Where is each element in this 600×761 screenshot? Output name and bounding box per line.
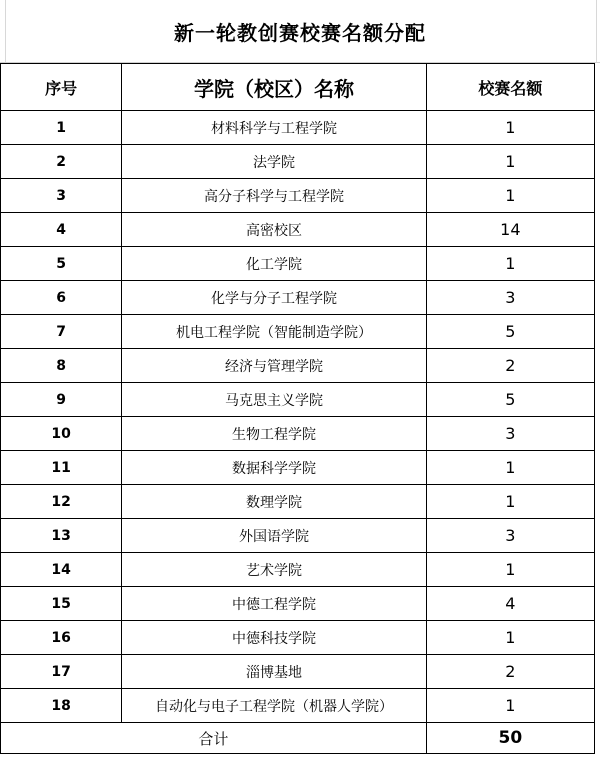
row-name-cell[interactable]: 化学与分子工程学院 — [122, 281, 427, 315]
row-quota-cell[interactable]: 1 — [426, 179, 594, 213]
row-name-cell[interactable]: 材料科学与工程学院 — [122, 111, 427, 145]
table-row — [1, 417, 595, 451]
table-row — [1, 247, 595, 281]
table-row — [1, 451, 595, 485]
row-seq-cell[interactable]: 4 — [1, 213, 122, 247]
table-row — [1, 621, 595, 655]
row-quota-cell[interactable]: 5 — [426, 383, 594, 417]
table-row — [1, 553, 595, 587]
table-row — [1, 383, 595, 417]
row-name-cell[interactable]: 外国语学院 — [122, 519, 427, 553]
table-row — [1, 519, 595, 553]
row-quota-cell[interactable]: 2 — [426, 655, 594, 689]
table-row — [1, 111, 595, 145]
row-name-cell[interactable]: 法学院 — [122, 145, 427, 179]
total-label-cell[interactable]: 合计 — [1, 723, 427, 754]
quota-table — [0, 63, 595, 754]
row-quota-cell[interactable]: 14 — [426, 213, 594, 247]
row-seq-cell[interactable]: 10 — [1, 417, 122, 451]
row-name-cell[interactable]: 数据科学学院 — [122, 451, 427, 485]
table-row — [1, 179, 595, 213]
header-quota-cell[interactable]: 校赛名额 — [426, 64, 594, 111]
row-seq-cell[interactable]: 2 — [1, 145, 122, 179]
table-row — [1, 213, 595, 247]
row-quota-cell[interactable]: 1 — [426, 111, 594, 145]
row-seq-cell[interactable]: 13 — [1, 519, 122, 553]
row-seq-cell[interactable]: 14 — [1, 553, 122, 587]
table-row — [1, 587, 595, 621]
row-seq-cell[interactable]: 9 — [1, 383, 122, 417]
row-seq-cell[interactable]: 18 — [1, 689, 122, 723]
total-value-cell[interactable]: 50 — [426, 723, 594, 754]
table-row — [1, 145, 595, 179]
row-seq-cell[interactable]: 17 — [1, 655, 122, 689]
row-name-cell[interactable]: 淄博基地 — [122, 655, 427, 689]
row-name-cell[interactable]: 艺术学院 — [122, 553, 427, 587]
row-name-cell[interactable]: 中德科技学院 — [122, 621, 427, 655]
row-quota-cell[interactable]: 1 — [426, 247, 594, 281]
row-seq-cell[interactable]: 16 — [1, 621, 122, 655]
row-seq-cell[interactable]: 11 — [1, 451, 122, 485]
row-name-cell[interactable]: 马克思主义学院 — [122, 383, 427, 417]
total-row — [1, 723, 595, 754]
table-row — [1, 485, 595, 519]
row-quota-cell[interactable]: 3 — [426, 281, 594, 315]
row-seq-cell[interactable]: 3 — [1, 179, 122, 213]
row-seq-cell[interactable]: 8 — [1, 349, 122, 383]
table-row — [1, 315, 595, 349]
row-name-cell[interactable]: 生物工程学院 — [122, 417, 427, 451]
row-quota-cell[interactable]: 3 — [426, 519, 594, 553]
header-row — [1, 64, 595, 111]
row-seq-cell[interactable]: 7 — [1, 315, 122, 349]
row-seq-cell[interactable]: 5 — [1, 247, 122, 281]
row-name-cell[interactable]: 化工学院 — [122, 247, 427, 281]
row-name-cell[interactable]: 中德工程学院 — [122, 587, 427, 621]
table-row — [1, 655, 595, 689]
row-name-cell[interactable]: 经济与管理学院 — [122, 349, 427, 383]
gridline — [5, 0, 6, 62]
row-name-cell[interactable]: 自动化与电子工程学院（机器人学院） — [122, 689, 427, 723]
row-quota-cell[interactable]: 1 — [426, 621, 594, 655]
row-name-cell[interactable]: 高分子科学与工程学院 — [122, 179, 427, 213]
row-seq-cell[interactable]: 15 — [1, 587, 122, 621]
row-quota-cell[interactable]: 4 — [426, 587, 594, 621]
sheet-title: 新一轮教创赛校赛名额分配 — [174, 20, 426, 45]
table-row — [1, 349, 595, 383]
row-name-cell[interactable]: 高密校区 — [122, 213, 427, 247]
row-seq-cell[interactable]: 1 — [1, 111, 122, 145]
row-quota-cell[interactable]: 2 — [426, 349, 594, 383]
row-quota-cell[interactable]: 1 — [426, 689, 594, 723]
row-quota-cell[interactable]: 1 — [426, 145, 594, 179]
header-name-cell[interactable]: 学院（校区）名称 — [122, 64, 427, 111]
row-quota-cell[interactable]: 1 — [426, 451, 594, 485]
row-quota-cell[interactable]: 1 — [426, 553, 594, 587]
title-cell[interactable] — [0, 0, 600, 63]
row-quota-cell[interactable]: 1 — [426, 485, 594, 519]
row-name-cell[interactable]: 机电工程学院（智能制造学院） — [122, 315, 427, 349]
table-row — [1, 281, 595, 315]
header-seq-cell[interactable]: 序号 — [1, 64, 122, 111]
row-seq-cell[interactable]: 6 — [1, 281, 122, 315]
row-name-cell[interactable]: 数理学院 — [122, 485, 427, 519]
row-quota-cell[interactable]: 3 — [426, 417, 594, 451]
row-quota-cell[interactable]: 5 — [426, 315, 594, 349]
table-row — [1, 689, 595, 723]
row-seq-cell[interactable]: 12 — [1, 485, 122, 519]
gridline — [596, 0, 597, 62]
